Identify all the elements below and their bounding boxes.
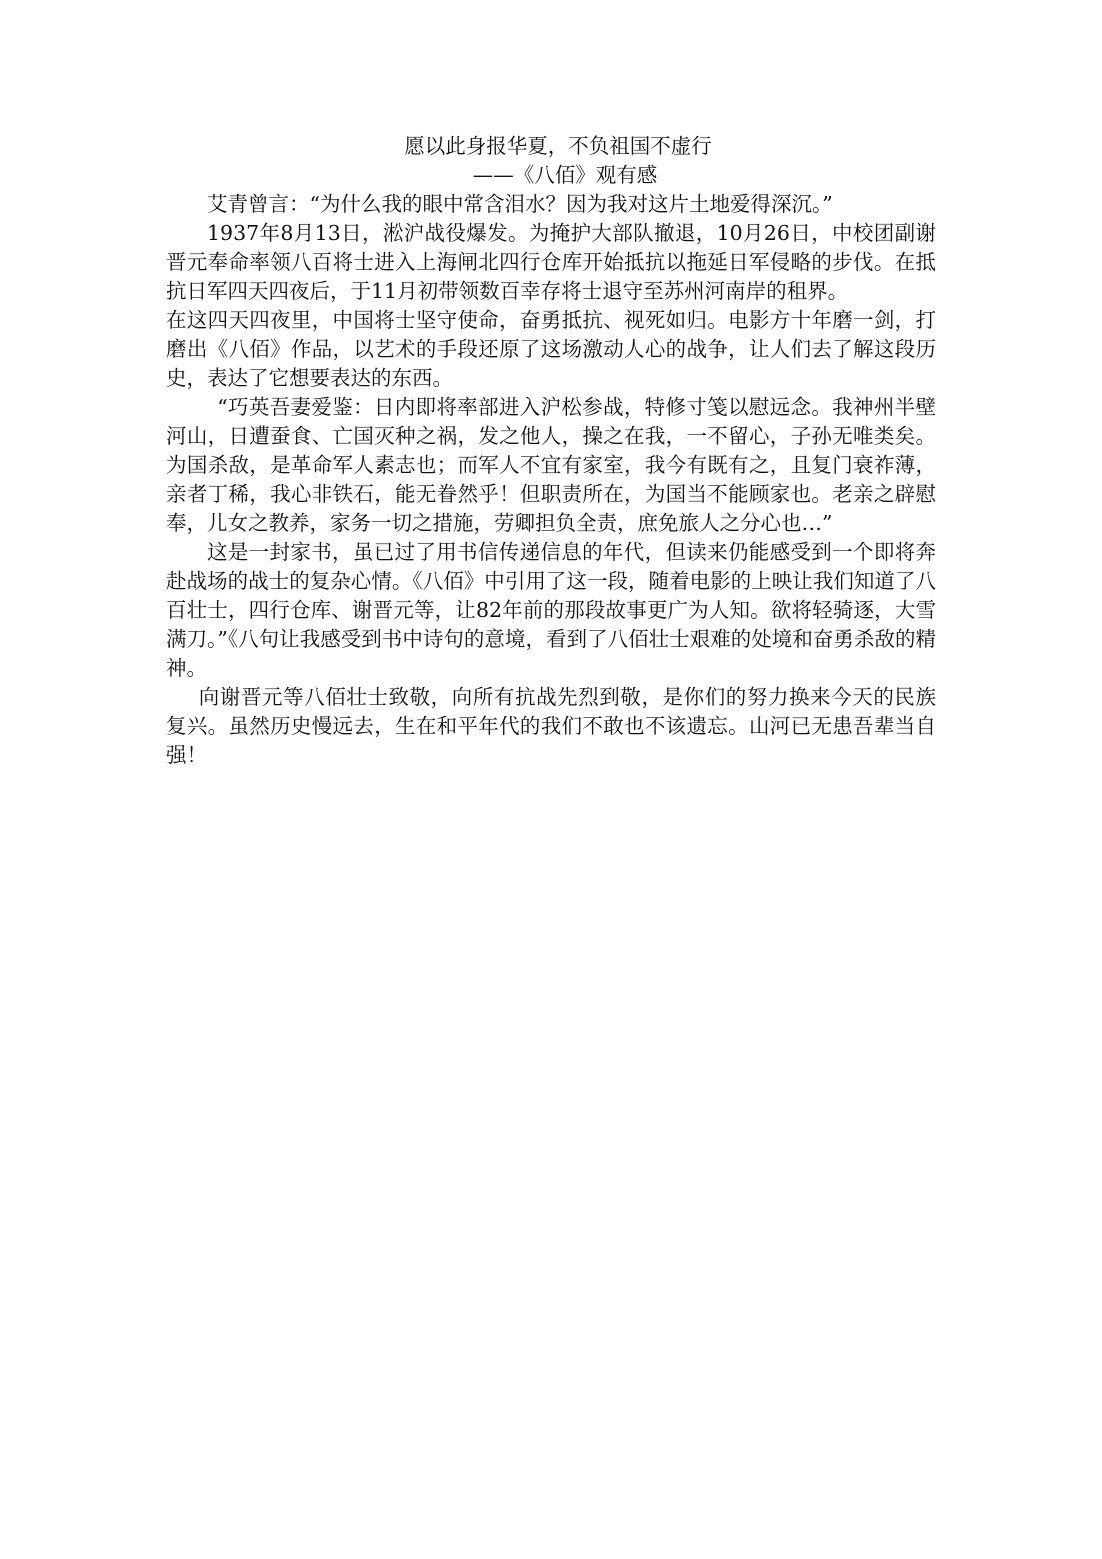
paragraph-quote-aiqing: 艾青曾言：“为什么我的眼中常含泪水？因为我对这片土地爱得深沉。” [207, 192, 833, 216]
document-page [166, 132, 936, 770]
paragraph-history: 1937年8月13日，淞沪战役爆发。为掩护大部队撤退，10月26日，中校团副谢晋元奉命率领八百将士进入上海闸北四行仓库开始抵抗以拖延日军侵略的步伐。在抵抗日军四天四夜后，于11月初带领数百幸存将士退守至苏州河南岸的租界。 [166, 221, 936, 303]
essay-subtitle: ——《八佰》观有感 [472, 163, 658, 187]
paragraph-reflection: 这是一封家书，虽已过了用书信传递信息的年代，但读来仍能感受到一个即将奔赴战场的战士的复杂心情。《八佰》中引用了这一段，随着电影的上映让我们知道了八百壮士，四行仓库、谢晋元等，让82年前的那段故事更广为人知。欲将轻骑逐，大雪满刀。”《八句让我感受到书中诗句的意境，看到了八佰壮士艰难的处境和奋勇杀敌的精神。 [166, 540, 936, 680]
paragraph-conclusion: 向谢晋元等八佰壮士致敬，向所有抗战先烈到敬，是你们的努力换来今天的民族复兴。虽然历史慢远去，生在和平年代的我们不敢也不该遗忘。山河已无患吾辈当自强！ [166, 685, 936, 767]
essay-title: 愿以此身报华夏，不负祖国不虚行 [404, 134, 712, 158]
paragraph-letter: “巧英吾妻爱鉴：日内即将率部进入沪松参战，特修寸笺以慰远念。我神州半壁河山，日遭蚕食、亡国灭种之祸，发之他人，操之在我，一不留心，子孙无唯类矣。为国杀敌，是革命军人素志也；而军人不宜有家室，我今有既有之，且复门衰祚薄，亲者丁稀，我心非铁石，能无眷然乎！但职责所在，为国当不能顾家也。老亲之辟慰奉，儿女之教养，家务一切之措施，劳卿担负全责，庶免旅人之分心也…” [166, 395, 936, 535]
paragraph-film: 在这四天四夜里，中国将士坚守使命，奋勇抵抗、视死如归。电影方十年磨一剑，打磨出《八佰》作品，以艺术的手段还原了这场激动人心的战争，让人们去了解这段历史，表达了它想要表达的东西。 [166, 308, 936, 390]
